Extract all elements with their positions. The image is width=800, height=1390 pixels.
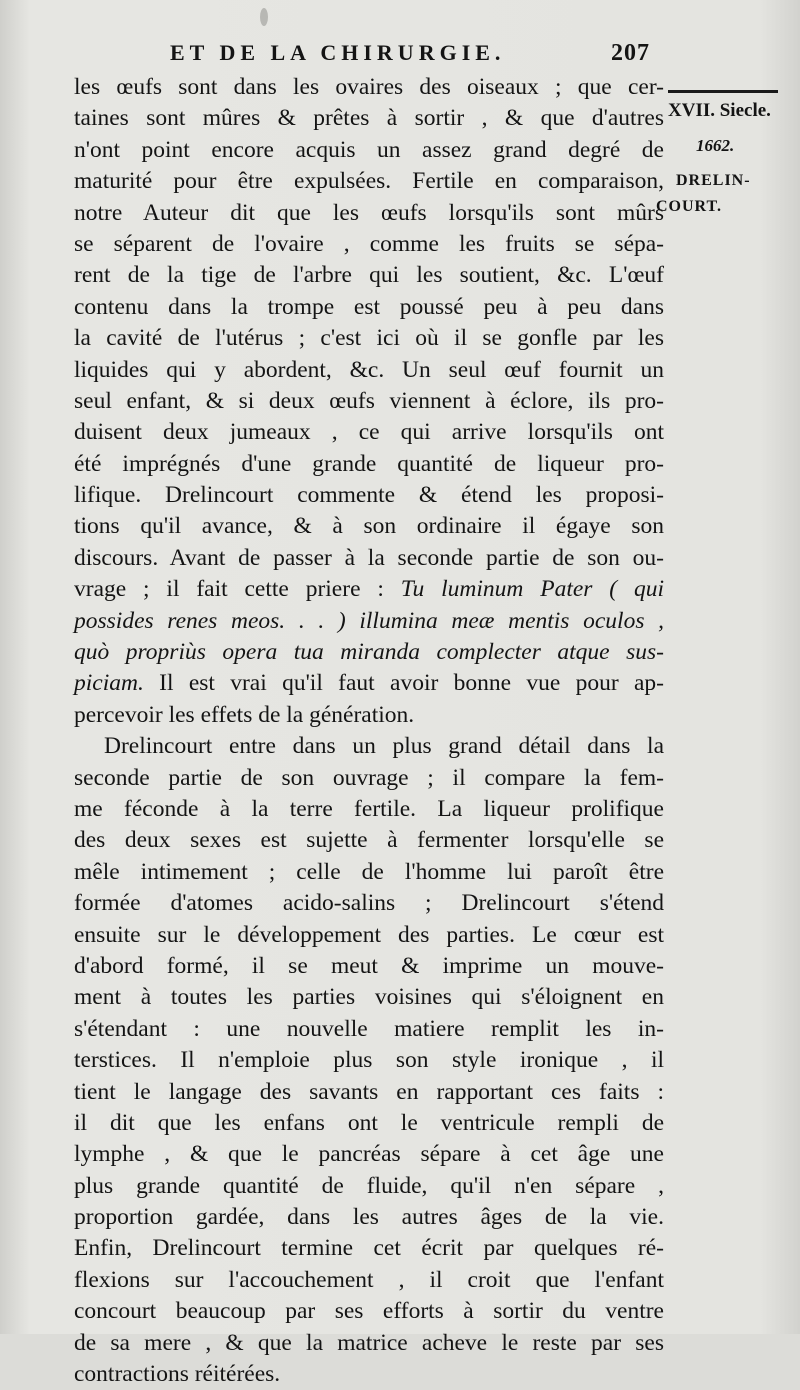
text-line: tient le langage des savants en rapportant ces faits : bbox=[74, 1078, 664, 1105]
text-line: ensuite sur le développement des parties. Le cœur est bbox=[74, 921, 664, 948]
text-line: seul enfant, & si deux œufs viennent à éclore, ils pro- bbox=[74, 387, 664, 414]
text-line: concourt beaucoup par ses efforts à sortir du ventre bbox=[74, 1298, 664, 1325]
text-line: rent de la tige de l'arbre qui les soutient, &c. L'œuf bbox=[74, 262, 664, 289]
text-line: n'ont point encore acquis un assez grand degré de bbox=[74, 136, 664, 163]
text-line: duisent deux jumeaux , ce qui arrive lorsqu'ils ont bbox=[74, 419, 664, 446]
text-line: d'abord formé, il se meut & imprime un mouve- bbox=[74, 952, 664, 979]
text-line: seconde partie de son ouvrage ; il compare la fem- bbox=[74, 764, 664, 791]
running-head-title: ET DE LA CHIRURGIE. bbox=[170, 40, 506, 65]
text-line: été imprégnés d'une grande quantité de liqueur pro- bbox=[74, 450, 664, 477]
text-line: s'étendant : une nouvelle matiere remplit les in- bbox=[74, 1015, 664, 1042]
text-line: percevoir les effets de la génération. bbox=[74, 701, 415, 728]
text-line: lifique. Drelincourt commente & étend les proposi- bbox=[74, 482, 664, 509]
margin-rule bbox=[668, 90, 778, 93]
text-line: terstices. Il n'emploie plus son style ironique , il bbox=[74, 1047, 664, 1074]
margin-year: 1662. bbox=[696, 136, 735, 155]
ink-smudge bbox=[260, 8, 268, 26]
text-line: contractions réitérées. bbox=[74, 1361, 281, 1388]
page-number: 207 bbox=[611, 40, 650, 66]
text-line: maturité pour être expulsées. Fertile en comparaison, bbox=[74, 168, 664, 195]
text-line: liquides qui y abordent, &c. Un seul œuf fournit un bbox=[74, 356, 664, 383]
text-line: vrage ; il fait cette priere : Tu luminum Pater ( qui bbox=[74, 576, 664, 603]
text-line: proportion gardée, dans les autres âges de la vie. bbox=[74, 1204, 664, 1231]
text-line: tions qu'il avance, & à son ordinaire il égaye son bbox=[74, 513, 664, 540]
text-line: possides renes meos. . . ) illumina meæ mentis oculos , bbox=[74, 607, 664, 634]
text-line: Enfin, Drelincourt termine cet écrit par quelques ré- bbox=[74, 1235, 664, 1262]
text-line: des deux sexes est sujette à fermenter lorsqu'elle se bbox=[74, 827, 664, 854]
margin-author-line-2: COURT. bbox=[656, 198, 723, 215]
text-line: formée d'atomes acido-salins ; Drelincourt s'étend bbox=[74, 890, 664, 917]
text-line: contenu dans la trompe est poussé peu à peu dans bbox=[74, 293, 664, 320]
text-line: de sa mere , & que la matrice acheve le reste par ses bbox=[74, 1329, 664, 1356]
text-line: plus grande quantité de fluide, qu'il n'en sépare , bbox=[74, 1172, 664, 1199]
body-text bbox=[74, 72, 664, 1390]
margin-century: XVII. Siecle. bbox=[668, 100, 771, 121]
text-line: se séparent de l'ovaire , comme les fruits se sépa- bbox=[74, 230, 664, 257]
text-line: les œufs sont dans les ovaires des oiseaux ; que cer- bbox=[74, 74, 664, 100]
text-line: lymphe , & que le pancréas sépare à cet âge une bbox=[74, 1141, 664, 1168]
text-line: il dit que les enfans ont le ventricule rempli de bbox=[74, 1109, 664, 1136]
text-line: mêle intimement ; celle de l'homme lui paroît être bbox=[74, 858, 664, 885]
text-line: notre Auteur dit que les œufs lorsqu'ils sont mûrs bbox=[74, 199, 664, 226]
text-line: quò propriùs opera tua miranda complecter atque sus- bbox=[74, 639, 664, 666]
text-line: discours. Avant de passer à la seconde partie de son ou- bbox=[74, 544, 664, 571]
text-line: la cavité de l'utérus ; c'est ici où il se gonfle par les bbox=[74, 325, 664, 352]
text-line: ment à toutes les parties voisines qui s'éloignent en bbox=[74, 984, 664, 1011]
text-line: me féconde à la terre fertile. La liqueur prolifique bbox=[74, 795, 664, 822]
text-line: piciam. Il est vrai qu'il faut avoir bonne vue pour ap- bbox=[74, 670, 664, 697]
running-head bbox=[170, 40, 650, 70]
text-line: taines sont mûres & prêtes à sortir , & que d'autres bbox=[74, 105, 664, 132]
text-line: Drelincourt entre dans un plus grand détail dans la bbox=[104, 733, 664, 760]
margin-author-line-1: DRELIN- bbox=[676, 172, 751, 189]
text-line: flexions sur l'accouchement , il croit que l'enfant bbox=[74, 1266, 664, 1293]
